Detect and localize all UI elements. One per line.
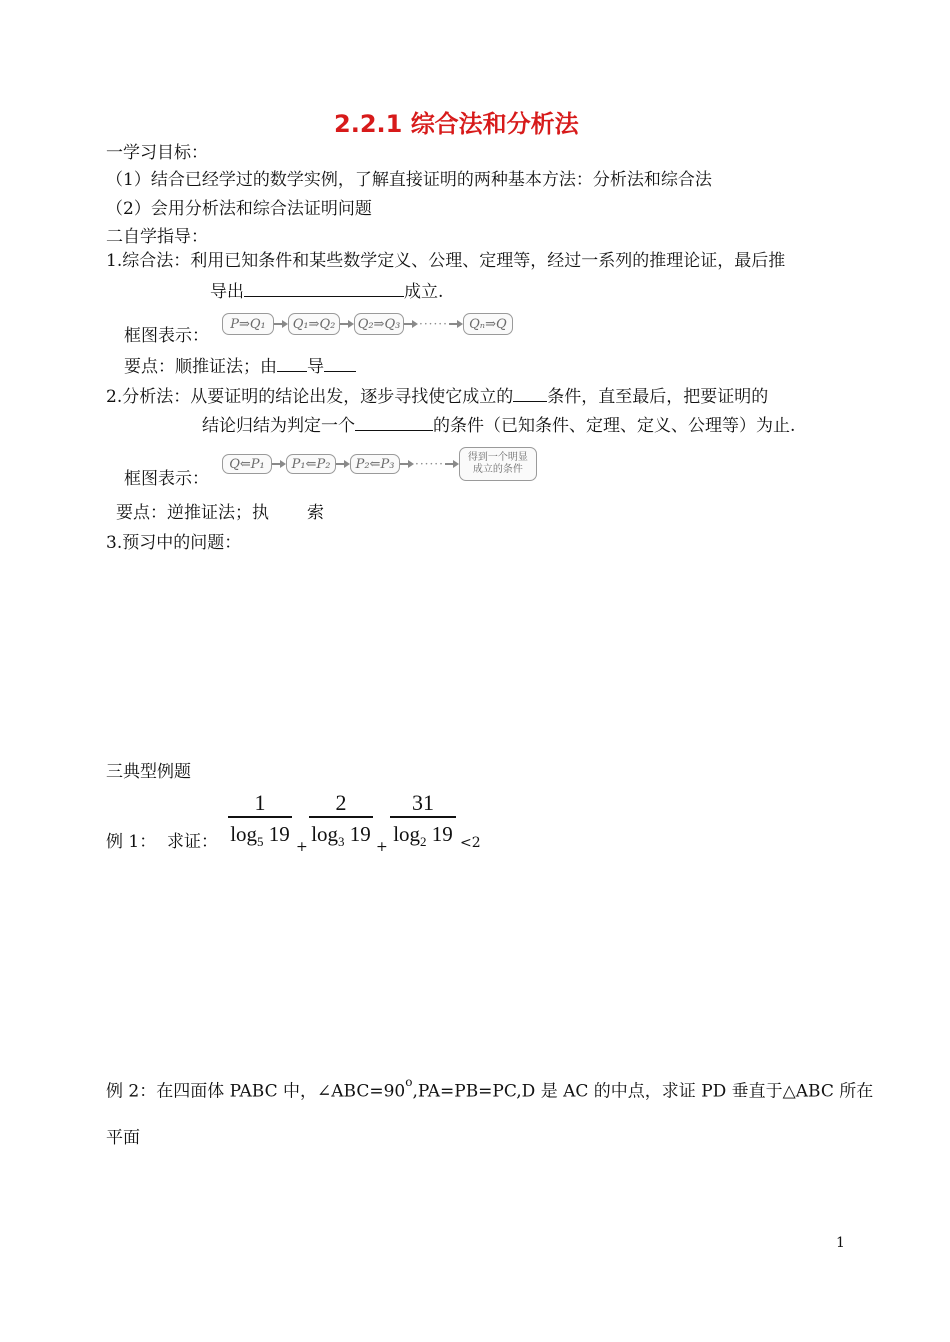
fraction-denominator: $\log_5 19$ [230,821,290,849]
fraction-denominator: $\log_2 19$ [393,821,453,849]
flow-ellipsis: ······ [419,317,448,331]
fill-blank [513,386,547,402]
fraction-numerator: 1 [254,790,266,815]
example-2-line-2: 平面 [106,1128,140,1148]
key-point-2: 要点：逆推证法；执 [116,503,269,523]
fill-blank [244,281,404,297]
fraction-numerator: 31 [412,790,434,815]
synthesis-key-point [124,356,356,376]
flow-ellipsis: ······ [415,457,444,471]
page-title: 2.2.1 综合法和分析法 [334,110,579,138]
arrow-right-icon [400,459,414,469]
goal-item-2: （2）会用分析法和综合法证明问题 [106,199,372,219]
example-2-text: 例 2：在四面体 PABC 中，∠ABC=90 [106,1081,406,1102]
key-point-mid: 导 [307,357,324,377]
fraction-1 [228,790,292,850]
analysis-line-1-pre: 2.分析法：从要证明的结论出发，逐步寻找使它成立的 [106,387,514,407]
arrow-right-icon [445,459,459,469]
synthesis-line-1: 1.综合法：利用已知条件和某些数学定义、公理、定理等，经过一系列的推理论证，最后推 [106,251,786,271]
flow-box: P₂⇐P₃ [350,454,400,474]
heading-examples: 三典型例题 [106,762,191,782]
arrow-right-icon [336,459,350,469]
arrow-right-icon [404,319,418,329]
diagram-label-2: 框图表示： [124,469,209,489]
example-1-prove: 求证： [167,832,218,852]
synthesis-line-2-post: 成立. [404,282,444,302]
example-2-text-post: ,PA=PB=PC,D 是 AC 的中点，求证 PD 垂直于△ABC 所在 [412,1081,874,1102]
flow-box: P₁⇐P₂ [286,454,336,474]
flow-box: Qₙ⇒Q [463,313,513,335]
flow-box: Q₂⇒Q₃ [354,313,404,335]
arrow-right-icon [340,319,354,329]
analysis-line-2-post: 的条件（已知条件、定理、定义、公理等）为止. [433,416,796,436]
fill-blank [324,356,356,372]
fill-blank [355,415,433,431]
key-point-2b: 索 [307,503,324,523]
synthesis-line-2-pre: 导出 [210,282,244,302]
analysis-line-1 [106,386,768,406]
less-than-two: <2 [460,835,481,851]
diagram-label-1: 框图表示： [124,326,209,346]
degree-sign: o [405,1075,413,1089]
flow-box: P⇒Q₁ [222,313,274,335]
synthesis-flow-diagram [222,313,513,335]
heading-learning-goals: 一学习目标： [106,143,208,163]
flow-box: Q⇐P₁ [222,454,272,474]
analysis-line-2 [202,415,795,435]
flow-end-line-1: 得到一个明显 [467,452,528,463]
key-point-pre: 要点：顺推证法；由 [124,357,277,377]
synthesis-line-2 [210,281,443,301]
analysis-flow-diagram [222,447,537,481]
analysis-line-2-pre: 结论归结为判定一个 [202,416,355,436]
arrow-right-icon [272,459,286,469]
plus-sign: + [376,839,388,855]
fraction-numerator: 2 [335,790,347,815]
flow-end-line-2: 成立的条件 [472,464,523,475]
fraction-2 [309,790,373,850]
flow-end-box [459,447,537,481]
heading-self-study: 二自学指导： [106,227,208,247]
analysis-key-point [116,505,324,522]
page-number: 1 [836,1235,845,1251]
flow-box: Q₁⇒Q₂ [288,313,340,335]
example-1-label: 例 1： [106,832,157,852]
arrow-right-icon [449,319,463,329]
analysis-line-1-post: 条件，直至最后，把要证明的 [547,387,769,407]
plus-sign: + [296,839,308,855]
fill-blank [277,356,307,372]
example-2-line-1 [106,1075,874,1102]
goal-item-1: （1）结合已经学过的数学实例，了解直接证明的两种基本方法：分析法和综合法 [106,170,712,190]
arrow-right-icon [274,319,288,329]
preview-questions: 3.预习中的问题： [106,533,242,553]
fraction-3 [390,790,456,850]
fraction-denominator: $\log_3 19$ [311,821,371,849]
